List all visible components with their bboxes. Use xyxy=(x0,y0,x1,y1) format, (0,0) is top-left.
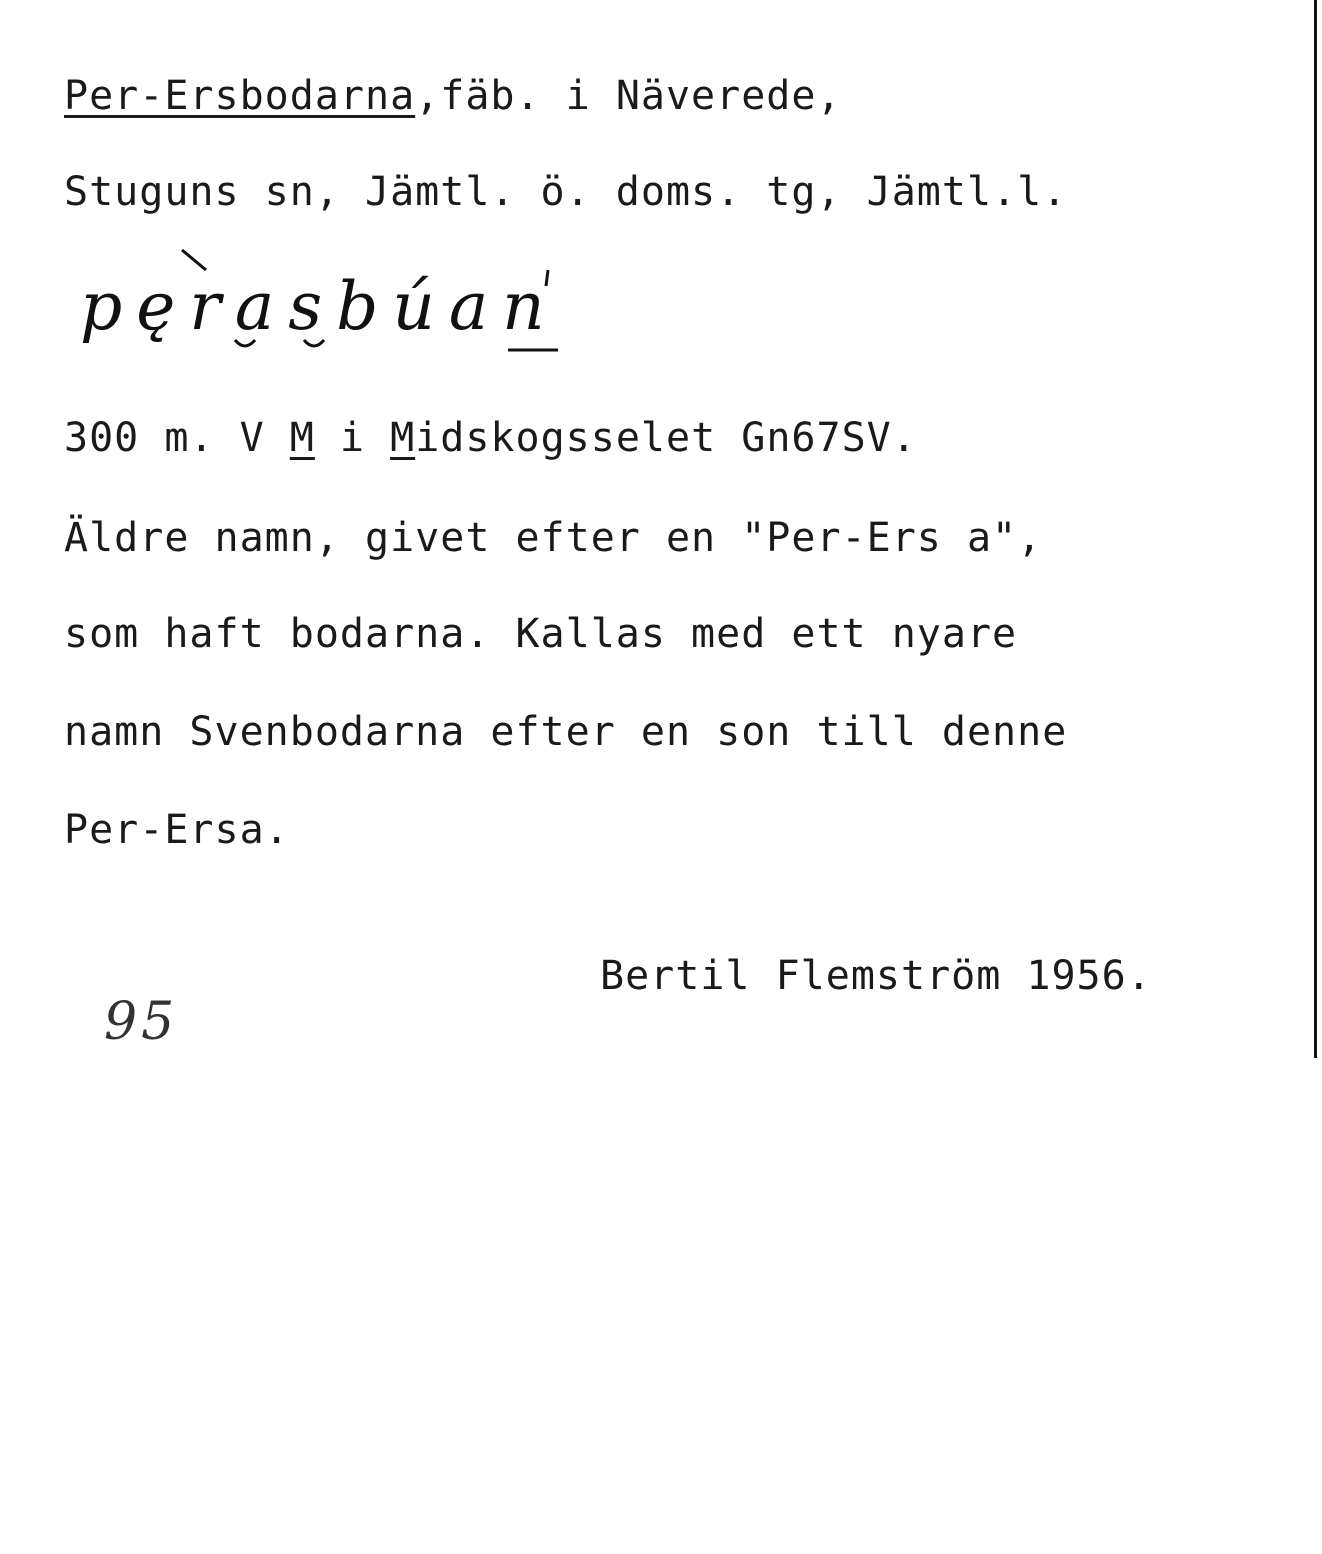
text-line-5: Äldre namn, givet efter en "Per-Ers a", xyxy=(64,515,1043,561)
location-preposition: i xyxy=(314,415,391,461)
text-line-6: som haft bodarna. Kallas med ett nyare xyxy=(64,611,1018,657)
place-name: Per-Ersbodarna xyxy=(64,73,416,119)
parish-line: Stuguns sn, Jämtl. ö. doms. tg, Jämtl.l. xyxy=(64,169,1068,215)
pronunciation-marks xyxy=(60,240,760,360)
text-line-7: namn Svenbodarna efter en son till denne xyxy=(64,709,1068,755)
location-letter-m2: M xyxy=(390,415,416,461)
handwritten-number: 95 xyxy=(104,992,179,1052)
location-rest: idskogsselet Gn67SV. xyxy=(415,415,917,461)
signature: Bertil Flemström 1956. xyxy=(600,953,1152,999)
text-line-8: Per-Ersa. xyxy=(64,807,290,853)
location-line xyxy=(64,415,917,461)
location-letter-m1: M xyxy=(289,415,315,461)
location-distance: 300 m. V xyxy=(64,415,290,461)
card-edge xyxy=(1314,0,1317,1058)
handwritten-pronunciation: pęrasbúan xyxy=(80,268,559,345)
title-line xyxy=(64,73,842,119)
place-type-location: ,fäb. i Näverede, xyxy=(415,73,842,119)
